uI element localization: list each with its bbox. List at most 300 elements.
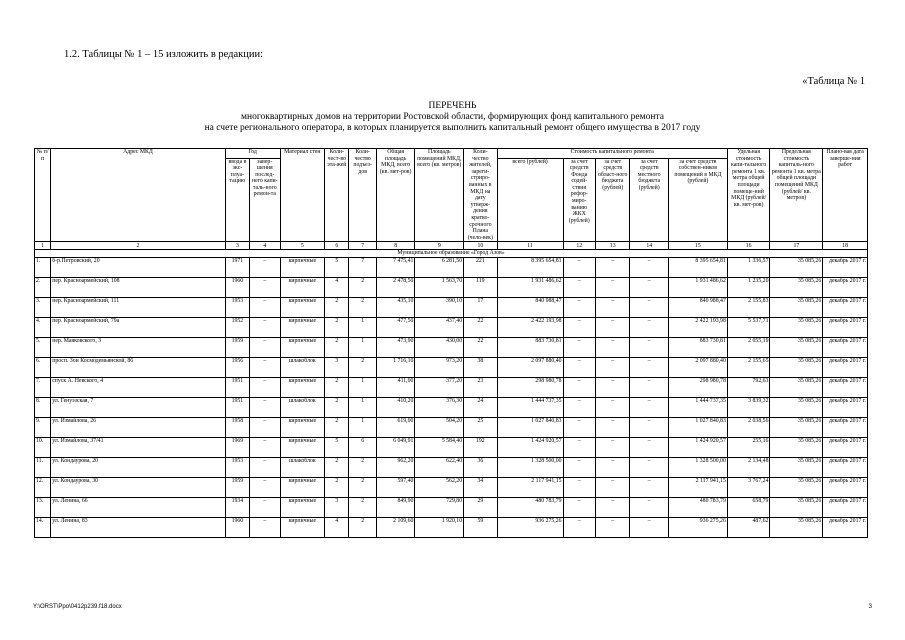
row-cost-local: – [630,478,669,498]
row-premises-area: 1 920,10 [415,518,464,538]
row-cost-owners: 1 931 486,62 [669,278,728,298]
row-cost-region: – [595,298,629,318]
row-premises-area: 1 563,70 [415,278,464,298]
row-cost-total: 480 783,79 [497,498,563,518]
row-unit-cost: 5 537,71 [727,318,770,338]
column-number-cell: 15 [669,242,728,250]
row-material: кирпичные [280,478,325,498]
row-cost-owners: 1 424 920,57 [669,438,728,458]
row-address: просп. Зои Космодемьянской, 86 [51,358,226,378]
row-number: 2. [35,278,51,298]
row-cost-region: – [595,258,629,278]
row-floors: 5 [325,258,349,278]
row-material: шлакоблок [280,398,325,418]
column-number-cell: 14 [630,242,669,250]
row-cost-fund: – [563,478,595,498]
row-year-built: 1959 [225,478,249,498]
row-floors: 2 [325,418,349,438]
table-row [35,378,868,398]
row-number: 3. [35,298,51,318]
row-cost-local: – [630,518,669,538]
row-cost-fund: – [563,258,595,278]
row-premises-area: 504,20 [415,418,464,438]
row-entrances: 1 [349,418,376,438]
column-number-cell: 17 [770,242,823,250]
row-cost-region: – [595,358,629,378]
column-number-cell: 5 [280,242,325,250]
row-cost-total: 1 027 840,83 [497,418,563,438]
row-unit-cost: 487,62 [727,518,770,538]
row-material: кирпичные [280,378,325,398]
row-unit-cost: 2 038,56 [727,418,770,438]
row-limit-cost: 35 085,26 [770,378,823,398]
row-year-built: 1956 [225,358,249,378]
row-cost-region: – [595,478,629,498]
row-year-repair: – [250,438,280,458]
row-cost-total: 2 097 880,40 [497,358,563,378]
housing-repair-table [34,148,868,538]
row-cost-local: – [630,278,669,298]
table-row [35,478,868,498]
row-limit-cost: 35 085,26 [770,298,823,318]
row-plan-date: декабрь 2017 г. [823,338,868,358]
row-cost-fund: – [563,338,595,358]
row-cost-fund: – [563,438,595,458]
row-year-built: 1951 [225,378,249,398]
header-num: № п/п [35,149,51,242]
row-limit-cost: 35 085,26 [770,338,823,358]
row-cost-total: 1 444 737,35 [497,398,563,418]
row-address: ул. Кондаурова, 20 [51,458,226,478]
row-unit-cost: 3 839,32 [727,398,770,418]
row-cost-fund: – [563,418,595,438]
row-cost-local: – [630,418,669,438]
row-number: 1. [35,258,51,278]
row-limit-cost: 35 085,26 [770,438,823,458]
row-floors: 2 [325,298,349,318]
row-premises-area: 377,20 [415,378,464,398]
row-cost-total: 2 422 193,98 [497,318,563,338]
row-cost-fund: – [563,278,595,298]
row-number: 7. [35,378,51,398]
row-premises-area: 622,40 [415,458,464,478]
row-year-repair: – [250,478,280,498]
row-number: 10. [35,438,51,458]
row-total-area: 849,90 [376,498,415,518]
column-number-cell: 2 [51,242,226,250]
header-cost-group: Стоимость капитального ремонта [497,149,727,159]
row-residents: 22 [464,318,497,338]
row-unit-cost: 255,16 [727,438,770,458]
table-row [35,518,868,538]
header-year-built: ввода в экс-плуа-тацию [225,158,249,242]
row-cost-fund: – [563,358,595,378]
row-plan-date: декабрь 2017 г. [823,438,868,458]
table-row [35,298,868,318]
row-material: кирпичные [280,518,325,538]
table-row [35,258,868,278]
row-residents: 192 [464,438,497,458]
row-year-built: 1934 [225,498,249,518]
row-unit-cost: 2 155,83 [727,298,770,318]
row-entrances: 1 [349,318,376,338]
column-number-row [35,242,868,250]
row-total-area: 962,20 [376,458,415,478]
row-limit-cost: 35 085,26 [770,518,823,538]
row-total-area: 2 478,50 [376,278,415,298]
row-material: кирпичные [280,418,325,438]
row-cost-region: – [595,418,629,438]
row-address: пер. Красноармейский, 111 [51,298,226,318]
row-address: ул. Измайлова, 37/41 [51,438,226,458]
table-row [35,338,868,358]
row-cost-fund: – [563,318,595,338]
header-address: Адрес МКД [51,149,226,242]
row-cost-local: – [630,358,669,378]
row-year-repair: – [250,338,280,358]
row-number: 13. [35,498,51,518]
row-limit-cost: 35 085,26 [770,318,823,338]
header-unit-cost: Удельная стоимость капи-тального ремонта 1 кв. метра общей площади помеще-ний МКД (рублей/ кв. мет-ров) [727,149,770,242]
row-entrances: 2 [349,498,376,518]
row-entrances: 6 [349,438,376,458]
row-cost-local: – [630,438,669,458]
row-floors: 2 [325,378,349,398]
row-cost-region: – [595,398,629,418]
row-plan-date: декабрь 2017 г. [823,278,868,298]
row-residents: 119 [464,278,497,298]
row-total-area: 2 109,60 [376,518,415,538]
header-entrances: Коли-чество подъез-дов [349,149,376,242]
row-year-built: 1951 [225,398,249,418]
row-total-area: 435,10 [376,298,415,318]
row-year-built: 1960 [225,518,249,538]
row-cost-owners: 480 783,79 [669,498,728,518]
row-floors: 3 [325,498,349,518]
row-entrances: 2 [349,458,376,478]
row-material: кирпичные [280,338,325,358]
row-entrances: 2 [349,518,376,538]
row-plan-date: декабрь 2017 г. [823,458,868,478]
table-row [35,498,868,518]
row-total-area: 7 475,41 [376,258,415,278]
document-subtitle-line2: на счете регионального оператора, в которых планируется выполнить капитальный ремонт общего имущества в 2017 году [204,123,701,133]
row-entrances: 2 [349,358,376,378]
municipality-name: Муниципальное образование «Город Азов» [35,250,868,258]
row-year-built: 1952 [225,318,249,338]
row-material: кирпичные [280,318,325,338]
row-cost-total: 8 395 654,81 [497,258,563,278]
row-cost-local: – [630,298,669,318]
row-total-area: 597,40 [376,478,415,498]
column-number-cell: 7 [349,242,376,250]
header-material: Материал стен [280,149,325,242]
row-residents: 34 [464,478,497,498]
row-year-built: 1953 [225,458,249,478]
header-cost-local: за счет средств местного бюджета (рублей) [630,158,669,242]
intro-text: 1.2. Таблицы № 1 – 15 изложить в редакции: [64,49,264,60]
row-premises-area: 5 584,40 [415,438,464,458]
row-number: 12. [35,478,51,498]
page-number: 3 [868,604,872,610]
row-floors: 2 [325,398,349,418]
row-material: кирпичные [280,498,325,518]
row-cost-owners: 1 444 737,35 [669,398,728,418]
table-row [35,438,868,458]
column-number-cell: 4 [250,242,280,250]
row-cost-local: – [630,398,669,418]
row-total-area: 410,20 [376,398,415,418]
row-residents: 17 [464,298,497,318]
header-limit-cost: Предельная стоимость капиталь-ного ремонта 1 кв. метра общей площади помещений МКД (рублей/ кв. метров) [770,149,823,242]
column-number-cell: 1 [35,242,51,250]
row-entrances: 2 [349,298,376,318]
row-residents: 29 [464,498,497,518]
column-number-cell: 13 [595,242,629,250]
row-premises-area: 6 281,50 [415,258,464,278]
row-entrances: 7 [349,258,376,278]
row-plan-date: декабрь 2017 г. [823,318,868,338]
column-number-cell: 8 [376,242,415,250]
row-year-repair: – [250,418,280,438]
row-premises-area: 376,30 [415,398,464,418]
row-number: 8. [35,398,51,418]
row-cost-total: 1 328 500,00 [497,458,563,478]
row-cost-owners: 1 027 840,83 [669,418,728,438]
row-material: кирпичные [280,438,325,458]
row-floors: 2 [325,458,349,478]
row-cost-owners: 840 988,47 [669,298,728,318]
row-plan-date: декабрь 2017 г. [823,498,868,518]
table-reference: «Таблица № 1 [802,76,865,87]
row-entrances: 1 [349,378,376,398]
table-row [35,318,868,338]
header-residents: Коли-чество жителей, зареги-стриро-ванных в МКД на дату утверж-дения кратко-срочного Плана (чело-век) [464,149,497,242]
row-entrances: 1 [349,398,376,418]
row-address: б-р.Петровский, 20 [51,258,226,278]
row-entrances: 1 [349,338,376,358]
row-address: спуск А. Невского, 4 [51,378,226,398]
row-year-repair: – [250,318,280,338]
row-total-area: 473,90 [376,338,415,358]
row-plan-date: декабрь 2017 г. [823,398,868,418]
table-row [35,398,868,418]
row-number: 14. [35,518,51,538]
row-number: 5. [35,338,51,358]
municipality-row [35,250,868,258]
header-premises-area: Площадь помещений МКД, всего (кв. метров) [415,149,464,242]
row-cost-local: – [630,458,669,478]
row-cost-total: 936 275,26 [497,518,563,538]
column-number-cell: 11 [497,242,563,250]
row-limit-cost: 35 085,26 [770,398,823,418]
row-cost-fund: – [563,498,595,518]
row-cost-total: 1 424 920,57 [497,438,563,458]
row-limit-cost: 35 085,26 [770,258,823,278]
column-number-cell: 10 [464,242,497,250]
column-number-cell: 3 [225,242,249,250]
row-cost-fund: – [563,378,595,398]
row-plan-date: декабрь 2017 г. [823,298,868,318]
header-cost-total: всего (рублей) [497,158,563,242]
row-cost-owners: 2 117 941,15 [669,478,728,498]
column-number-cell: 12 [563,242,595,250]
row-address: ул. Ленина, 66 [51,498,226,518]
row-total-area: 411,00 [376,378,415,398]
row-total-area: 6 049,91 [376,438,415,458]
row-cost-region: – [595,318,629,338]
row-cost-fund: – [563,518,595,538]
row-plan-date: декабрь 2017 г. [823,378,868,398]
row-plan-date: декабрь 2017 г. [823,258,868,278]
row-year-repair: – [250,518,280,538]
row-year-built: 1953 [225,298,249,318]
row-year-repair: – [250,498,280,518]
table-row [35,278,868,298]
row-year-repair: – [250,358,280,378]
header-row-1 [35,149,868,159]
row-limit-cost: 35 085,26 [770,418,823,438]
row-cost-local: – [630,498,669,518]
row-cost-region: – [595,518,629,538]
row-total-area: 477,50 [376,318,415,338]
row-cost-total: 298 980,78 [497,378,563,398]
table-row [35,418,868,438]
row-residents: 24 [464,398,497,418]
row-limit-cost: 35 085,26 [770,358,823,378]
row-cost-fund: – [563,458,595,478]
row-number: 6. [35,358,51,378]
row-unit-cost: 792,63 [727,378,770,398]
row-cost-total: 1 931 486,62 [497,278,563,298]
row-cost-region: – [595,338,629,358]
header-total-area: Общая площадь МКД, всего (кв. мет-ров) [376,149,415,242]
table-body [35,242,868,538]
row-residents: 36 [464,458,497,478]
row-unit-cost: 1 235,20 [727,278,770,298]
row-residents: 25 [464,418,497,438]
row-premises-area: 430,00 [415,338,464,358]
row-residents: 59 [464,518,497,538]
row-year-repair: – [250,298,280,318]
row-residents: 221 [464,258,497,278]
table-row [35,458,868,478]
row-plan-date: декабрь 2017 г. [823,518,868,538]
row-premises-area: 562,20 [415,478,464,498]
row-floors: 2 [325,338,349,358]
row-cost-owners: 298 980,78 [669,378,728,398]
row-cost-total: 883 730,81 [497,338,563,358]
row-cost-owners: 2 097 880,40 [669,358,728,378]
header-year-repair: завер-шения послед-него капи-таль-ного ремон-та [250,158,280,242]
row-cost-local: – [630,258,669,278]
row-floors: 4 [325,278,349,298]
row-year-repair: – [250,378,280,398]
row-plan-date: декабрь 2017 г. [823,418,868,438]
row-cost-local: – [630,318,669,338]
row-cost-fund: – [563,298,595,318]
header-cost-owners: за счет средств собствен-ников помещений в МКД (рублей) [669,158,728,242]
row-cost-owners: 936 275,26 [669,518,728,538]
row-cost-region: – [595,278,629,298]
row-cost-total: 840 988,47 [497,298,563,318]
row-year-built: 1971 [225,258,249,278]
header-cost-fund: за счет средств Фонда содей-ствия рефор-миро-ванию ЖКХ (рублей) [563,158,595,242]
row-residents: 23 [464,378,497,398]
row-year-built: 1958 [225,418,249,438]
row-entrances: 2 [349,478,376,498]
row-address: ул. Генуэзская, 7 [51,398,226,418]
row-year-repair: – [250,458,280,478]
row-cost-owners: 8 395 654,81 [669,258,728,278]
row-unit-cost: 2 155,65 [727,358,770,378]
column-number-cell: 6 [325,242,349,250]
row-unit-cost: 658,79 [727,498,770,518]
row-limit-cost: 35 085,26 [770,458,823,478]
row-premises-area: 390,10 [415,298,464,318]
column-number-cell: 16 [727,242,770,250]
row-year-built: 1960 [225,278,249,298]
row-plan-date: декабрь 2017 г. [823,478,868,498]
row-cost-owners: 883 730,81 [669,338,728,358]
row-material: шлакоблок [280,458,325,478]
row-floors: 2 [325,478,349,498]
row-limit-cost: 35 085,26 [770,498,823,518]
row-year-repair: – [250,398,280,418]
row-year-repair: – [250,278,280,298]
row-total-area: 1 716,10 [376,358,415,378]
row-number: 9. [35,418,51,438]
row-plan-date: декабрь 2017 г. [823,358,868,378]
header-cost-region: за счет средств област-ного бюджета (рублей) [595,158,629,242]
row-address: пер. Красноармейский, 79а [51,318,226,338]
row-premises-area: 437,40 [415,318,464,338]
row-premises-area: 973,20 [415,358,464,378]
row-material: кирпичные [280,258,325,278]
row-entrances: 2 [349,278,376,298]
row-cost-local: – [630,378,669,398]
row-year-repair: – [250,258,280,278]
row-material: шлакоблок [280,358,325,378]
row-total-area: 619,00 [376,418,415,438]
document-subtitle-line1: многоквартирных домов на территории Ростовской области, формирующих фонд капитального ремонта [241,112,664,122]
row-cost-local: – [630,338,669,358]
row-cost-owners: 1 328 500,00 [669,458,728,478]
table-row [35,358,868,378]
row-unit-cost: 2 055,19 [727,338,770,358]
row-number: 4. [35,318,51,338]
row-address: пер. Красноармейский, 108 [51,278,226,298]
row-address: ул. Ленина, 83 [51,518,226,538]
row-residents: 22 [464,338,497,358]
file-path-footer: Y:\ORST\Ppo\0412p239.f18.docx [33,604,122,610]
row-cost-owners: 2 422 193,98 [669,318,728,338]
row-cost-region: – [595,498,629,518]
row-limit-cost: 35 085,26 [770,278,823,298]
row-address: ул. Кондаурова, 30 [51,478,226,498]
header-plan-date: Плано-вая дата заверше-ния работ [823,149,868,242]
row-cost-fund: – [563,398,595,418]
header-year: Год [225,149,280,159]
row-residents: 38 [464,358,497,378]
document-title: ПЕРЕЧЕНЬ [428,101,477,111]
row-floors: 4 [325,518,349,538]
row-cost-region: – [595,458,629,478]
header-floors: Коли-чест-во эта-жей [325,149,349,242]
row-cost-total: 2 117 941,15 [497,478,563,498]
row-material: кирпичные [280,278,325,298]
column-number-cell: 9 [415,242,464,250]
